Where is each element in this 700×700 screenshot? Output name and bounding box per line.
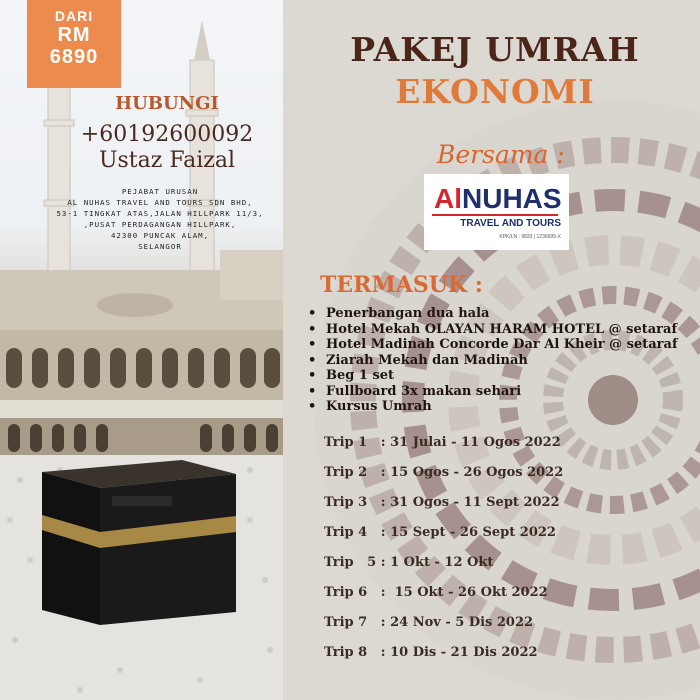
alnuhas-logo [424,174,569,250]
list-item: • Ziarah Mekah dan Madinah [308,353,678,369]
list-item: • Penerbangan dua hala [308,306,678,322]
office-line: AL NUHAS TRAVEL AND TOURS SDN BHD, [67,198,253,207]
trip-date: Trip 3 : 31 Ogos - 11 Sept 2022 [324,495,560,510]
list-item: • Hotel Mekah OLAYAN HARAM HOTEL @ setaraf [308,322,678,338]
price-prefix: DARI [54,8,94,24]
page-subtitle: EKONOMI [395,72,595,111]
includes-heading: TERMASUK : [320,272,483,298]
includes-list [308,306,678,415]
list-item: • Hotel Madinah Concorde Dar Al Kheir @ setaraf [308,337,678,353]
contact-name: Ustaz Faizal [98,148,236,173]
trip-date: Trip 1 : 31 Julai - 11 Ogos 2022 [324,435,561,450]
page-title: PAKEJ UMRAH [350,30,640,69]
logo-subtitle: TRAVEL AND TOURS [460,218,561,229]
list-item: • Beg 1 set [308,368,678,384]
office-line: 42300 PUNCAK ALAM, [110,231,210,240]
trip-date: Trip 7 : 24 Nov - 5 Dis 2022 [324,615,534,630]
office-line: ,PUSAT PERDAGANGAN HILLPARK, [83,220,237,229]
office-line: 53-1 TINGKAT ATAS,JALAN HILLPARK 11/3, [56,209,264,218]
contact-phone[interactable]: +60192600092 [80,122,254,147]
list-item: • Kursus Umrah [308,399,678,415]
trip-date: Trip 5 : 1 Okt - 12 Okt [324,555,494,570]
bersama-label: Bersama : [437,140,565,169]
trip-date: Trip 2 : 15 Ogos - 26 Ogos 2022 [324,465,564,480]
list-item: • Fullboard 3x makan sehari [308,384,678,400]
logo-text-a: Al [434,183,462,214]
logo-license: KPK/LN : 9833 | 1236695-X [499,234,561,240]
price-amount: 6890 [49,46,99,68]
trip-date: Trip 6 : 15 Okt - 26 Okt 2022 [324,585,548,600]
price-currency: RM [57,24,91,46]
trip-date: Trip 4 : 15 Sept - 26 Sept 2022 [324,525,556,540]
office-heading: PEJABAT URUSAN [121,187,199,196]
contact-label: HUBUNGI [115,93,219,114]
office-line: SELANGOR [138,242,182,251]
office-address [40,186,280,252]
logo-text-b: NUHAS [462,183,562,214]
trip-date: Trip 8 : 10 Dis - 21 Dis 2022 [324,645,538,660]
price-badge [27,0,121,88]
